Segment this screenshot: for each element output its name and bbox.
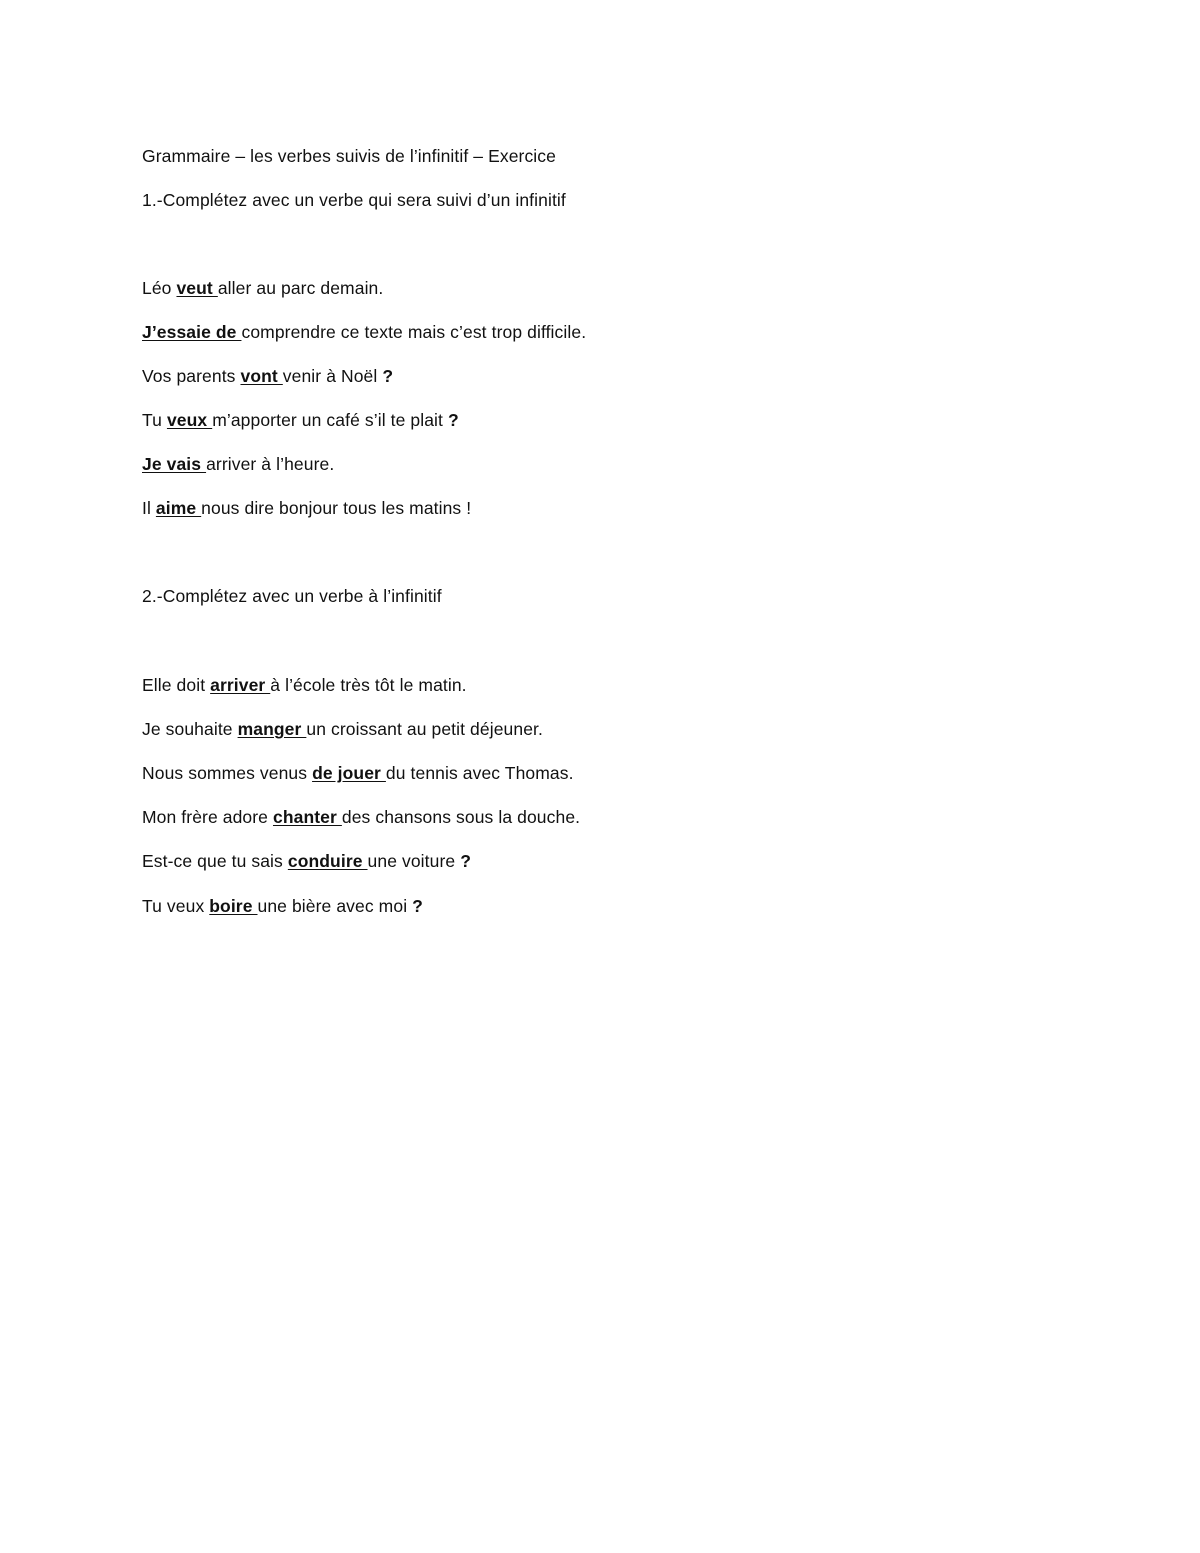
document-title: Grammaire – les verbes suivis de l’infinitif – Exercice	[142, 146, 556, 166]
sentence-text: Tu	[142, 410, 167, 430]
answer-text: veux	[166, 410, 213, 430]
sentence-text: du tennis avec Thomas.	[385, 763, 574, 783]
sentence-text: comprendre ce texte mais c’est trop difficile.	[241, 322, 587, 342]
exercise-sentence	[142, 497, 471, 519]
sentence-text: Léo	[142, 278, 177, 298]
exercise-sentence	[142, 806, 580, 828]
sentence-text: arriver à l’heure.	[206, 454, 335, 474]
answer-text: veut	[176, 278, 218, 298]
exercise-sentence	[142, 277, 383, 299]
sentence-text: des chansons sous la douche.	[341, 807, 581, 827]
answer-text: conduire	[287, 851, 368, 871]
sentence-text: m’apporter un café s’il te plait	[212, 410, 448, 430]
answer-text: arriver	[210, 675, 271, 695]
answer-text: Je vais	[142, 454, 207, 474]
sentence-text: nous dire bonjour tous les matins !	[201, 498, 472, 518]
answer-text: boire	[209, 896, 258, 916]
sentence-text: Est-ce que tu sais	[142, 851, 288, 871]
sentence-text: Vos parents	[142, 366, 241, 386]
exercise-sentence	[142, 409, 459, 431]
sentence-text: un croissant au petit déjeuner.	[306, 719, 543, 739]
sentence-text: une voiture	[367, 851, 461, 871]
exercise-sentence	[142, 762, 574, 784]
exercise-sentence	[142, 453, 334, 475]
exercise-sentence	[142, 718, 543, 740]
exercise-sentence	[142, 365, 393, 387]
answer-text: de jouer	[312, 763, 386, 783]
sentence-text: à l’école très tôt le matin.	[270, 675, 467, 695]
section2-heading: 2.-Complétez avec un verbe à l’infinitif	[142, 586, 442, 606]
answer-text: vont	[240, 366, 283, 386]
sentence-text: Je souhaite	[142, 719, 238, 739]
exercise-sentence	[142, 321, 586, 343]
question-mark: ?	[382, 366, 394, 386]
sentence-text: venir à Noël	[282, 366, 383, 386]
question-mark: ?	[460, 851, 471, 871]
sentence-text: Mon frère adore	[142, 807, 273, 827]
answer-text: aime	[155, 498, 202, 518]
exercise-sentence	[142, 674, 467, 696]
sentence-text: Elle doit	[142, 675, 211, 695]
sentence-text: Nous sommes venus	[142, 763, 313, 783]
answer-text: chanter	[272, 807, 342, 827]
sentence-text: Tu veux	[142, 896, 210, 916]
question-mark: ?	[412, 896, 423, 916]
sentence-text: une bière avec moi	[257, 896, 413, 916]
answer-text: manger	[237, 719, 307, 739]
question-mark: ?	[447, 410, 459, 430]
answer-text: J’essaie de	[142, 322, 242, 342]
exercise-sentence	[142, 895, 423, 917]
sentence-text: aller au parc demain.	[217, 278, 384, 298]
sentence-text: Il	[142, 498, 156, 518]
section1-heading: 1.-Complétez avec un verbe qui sera suivi d’un infinitif	[142, 190, 566, 210]
exercise-sentence	[142, 850, 471, 872]
